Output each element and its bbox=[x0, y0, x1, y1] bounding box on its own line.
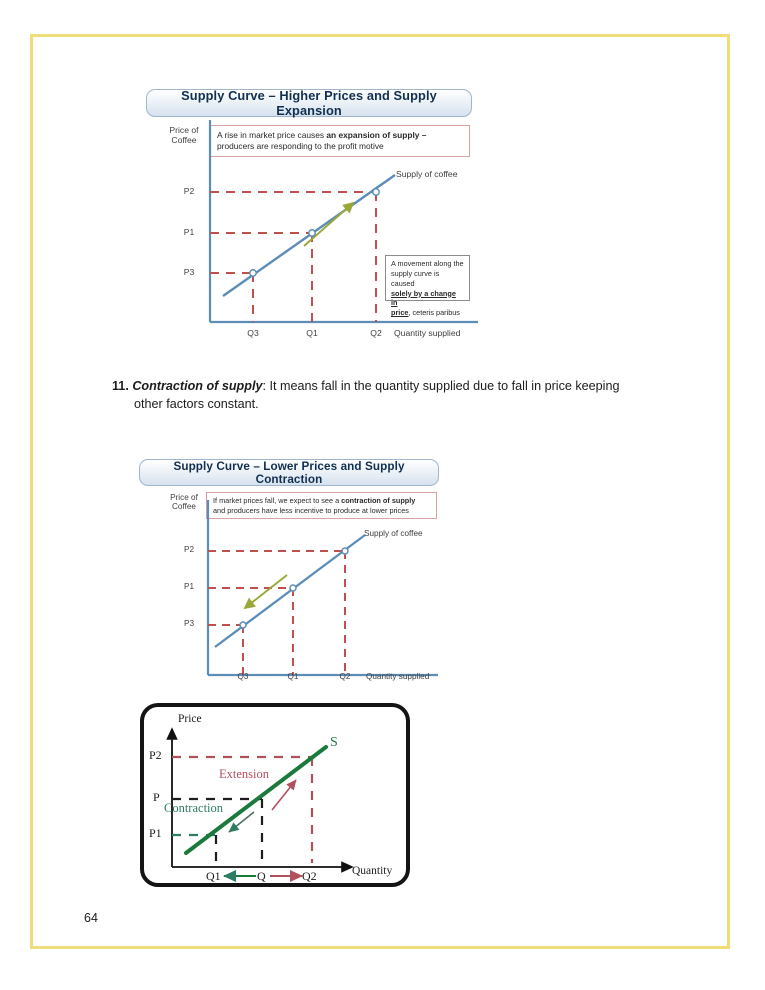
figure1-xtick-q1: Q1 bbox=[306, 328, 318, 338]
figure3-supply-label: S bbox=[330, 735, 338, 750]
figure1-y-axis-label-line2: Coffee bbox=[171, 134, 197, 145]
figure3-x-axis-caption: Quantity bbox=[352, 865, 393, 877]
figure2-plot bbox=[190, 500, 440, 678]
figure1-x-axis-caption: Quantity supplied bbox=[394, 328, 461, 338]
figure1-title-text: Supply Curve – Higher Prices and Supply Expansion bbox=[181, 88, 437, 118]
figure2-x-axis-caption: Quantity supplied bbox=[366, 672, 430, 681]
figure2-callout-text-c: and producers have less incentive to produce at lower prices bbox=[213, 505, 409, 515]
figure2-ytick-p2: P2 bbox=[183, 545, 194, 554]
figure2-xtick-q1: Q1 bbox=[287, 672, 299, 681]
figure1-xtick-q3: Q3 bbox=[247, 328, 259, 338]
figure2-ytick-p1: P1 bbox=[183, 582, 194, 591]
figure2-xtick-q2: Q2 bbox=[339, 672, 351, 681]
figure1-callout-text-a: A rise in market price causes bbox=[217, 130, 327, 140]
figure1-callout-movement-line4b: , ceteris paribus bbox=[408, 308, 460, 318]
figure1-ytick-p2: P2 bbox=[183, 186, 195, 196]
figure1-ytick-p1: P1 bbox=[183, 227, 195, 237]
figure1-xtick-q2: Q2 bbox=[370, 328, 382, 338]
figure3-ytick-p1: P1 bbox=[149, 826, 162, 840]
figure3-xtick-q2: Q2 bbox=[302, 869, 317, 883]
figure2-y-axis-label-line2: Coffee bbox=[172, 502, 196, 512]
figure1-callout-movement-line4: price bbox=[391, 308, 409, 318]
figure1-callout-movement-line2: supply curve is caused bbox=[391, 268, 440, 288]
figure2-callout-text-b: contraction of supply bbox=[341, 496, 416, 505]
figure2-y-axis-label-line1: Price of bbox=[170, 493, 198, 502]
figure-extension-contraction-boxed bbox=[140, 703, 410, 887]
figure2-ytick-p3: P3 bbox=[183, 619, 194, 628]
figure3-ytick-p: P bbox=[153, 790, 160, 804]
figure3-contraction-label: Contraction bbox=[164, 801, 224, 815]
figure3-y-axis-caption: Price bbox=[178, 713, 202, 725]
figure3-extension-label: Extension bbox=[219, 767, 269, 781]
figure1-callout-movement-line1: A movement along the bbox=[391, 259, 464, 268]
figure1-callout-text-c: producers are responding to the profit motive bbox=[217, 141, 384, 152]
figure1-y-axis-label-line1: Price of bbox=[169, 125, 199, 135]
figure3-plot bbox=[144, 707, 406, 883]
figure1-callout-movement-line3: solely by a change in bbox=[391, 288, 456, 308]
figure1-series-label: Supply of coffee bbox=[396, 169, 458, 179]
paragraph-number: 11. bbox=[112, 379, 129, 393]
paragraph-line2: other factors constant. bbox=[134, 396, 259, 411]
figure2-xtick-q3: Q3 bbox=[237, 672, 249, 681]
figure3-ytick-p2: P2 bbox=[149, 748, 162, 762]
paragraph-term: Contraction of supply bbox=[132, 379, 263, 393]
page-number: 64 bbox=[84, 911, 98, 925]
figure2-callout-text-a: If market prices fall, we expect to see a bbox=[213, 496, 342, 505]
figure1-ytick-p3: P3 bbox=[183, 267, 195, 277]
figure2-title-box bbox=[139, 459, 439, 486]
figure1-callout-text-b: an expansion of supply – bbox=[326, 130, 427, 140]
figure3-xtick-q1: Q1 bbox=[206, 869, 221, 883]
figure2-title-text: Supply Curve – Lower Prices and Supply Contraction bbox=[173, 459, 405, 486]
paragraph-rest: : It means fall in the quantity supplied due to fall in price keeping bbox=[262, 379, 620, 393]
figure3-xtick-q: Q bbox=[257, 869, 266, 883]
figure2-series-label: Supply of coffee bbox=[364, 529, 423, 538]
